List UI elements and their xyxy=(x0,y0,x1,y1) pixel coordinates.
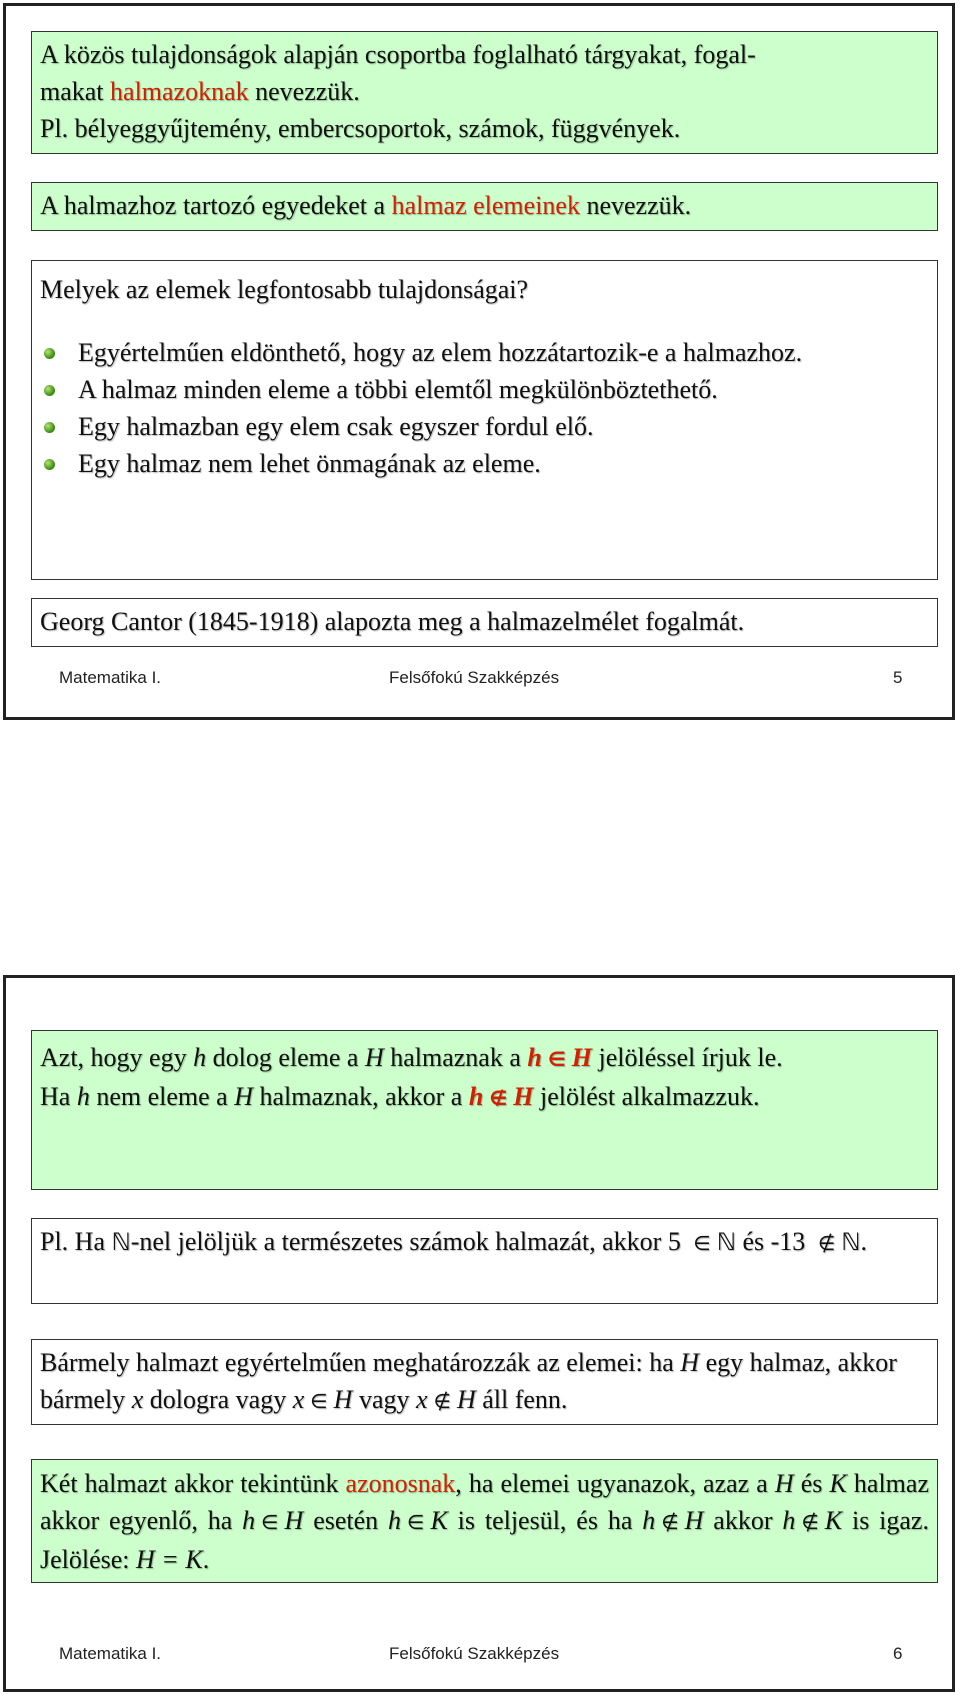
properties-question: Melyek az elemek legfontosabb tulajdonságai? xyxy=(40,275,529,304)
list-item: Egyértelműen eldönthető, hogy az elem hozzátartozik-e a halmazhoz. xyxy=(40,334,929,371)
properties-list xyxy=(40,334,929,482)
footer-left: Matematika I. xyxy=(59,668,162,687)
green-bullet-icon xyxy=(44,385,55,396)
natural-numbers-symbol: ℕ xyxy=(111,1228,131,1256)
determination-box: Bármely halmazt egyértelműen meghatározzák az elemei: ha H egy halmaz, akkor bármely x dologra vagy x ∈ H vagy x ∉ H áll fenn. xyxy=(31,1339,938,1425)
slide-6 xyxy=(3,975,955,1692)
footer-center: Felsőfokú Szakképzés xyxy=(389,668,560,687)
definition-line-2: makat halmazoknak nevezzük. xyxy=(40,77,360,106)
element-of-symbol: ∈ xyxy=(547,1047,566,1071)
list-item: A halmaz minden eleme a többi elemtől megkülönböztethető. xyxy=(40,371,929,408)
green-bullet-icon xyxy=(44,459,55,470)
footer-left: Matematika I. xyxy=(59,1644,162,1663)
list-item: Egy halmazban egy elem csak egyszer fordul elő. xyxy=(40,408,929,445)
properties-box xyxy=(31,260,938,580)
example-line: Pl. bélyeggyűjtemény, embercsoportok, számok, függvények. xyxy=(40,114,681,143)
equality-notation: H = K xyxy=(136,1545,203,1574)
cantor-box: Georg Cantor (1845-1918) alapozta meg a halmazelmélet fogalmát. xyxy=(31,598,938,647)
equality-box: Két halmazt akkor tekintünk azonosnak, ha elemei ugyanazok, azaz a H és K halmaz akkor egyenlő, ha h ∈ H esetén h ∈ K is teljesül, és ha h ∉ H akkor h ∉ K is igaz. Jelölése: H = K. xyxy=(31,1459,938,1583)
elements-box: A halmazhoz tartozó egyedeket a halmaz elemeinek nevezzük. xyxy=(31,182,938,231)
natural-numbers-example-box: Pl. Ha ℕ-nel jelöljük a természetes számok halmazát, akkor 5 ∈ ℕ és -13 ∉ ℕ. xyxy=(31,1218,938,1304)
green-bullet-icon xyxy=(44,422,55,433)
green-bullet-icon xyxy=(44,348,55,359)
highlight-azonosnak: azonosnak xyxy=(345,1469,456,1498)
not-element-of-symbol: ∉ xyxy=(489,1086,508,1110)
highlight-halmazoknak: halmazoknak xyxy=(110,77,249,106)
slide-5 xyxy=(3,3,955,720)
element-notation-box: Azt, hogy egy h dolog eleme a H halmaznak a h ∈ H jelöléssel írjuk le. Ha h nem eleme a H halmaznak, akkor a h ∉ H jelölést alkalmazzuk. xyxy=(31,1030,938,1190)
footer-center: Felsőfokú Szakképzés xyxy=(389,1644,560,1663)
highlight-halmaz-elemeinek: halmaz elemeinek xyxy=(391,191,580,220)
definition-box xyxy=(31,31,938,154)
page-number: 6 xyxy=(893,1644,903,1663)
list-item: Egy halmaz nem lehet önmagának az eleme. xyxy=(40,445,929,482)
definition-line-1: A közös tulajdonságok alapján csoportba foglalható tárgyakat, fogal- xyxy=(40,40,756,69)
page-number: 5 xyxy=(893,668,903,687)
